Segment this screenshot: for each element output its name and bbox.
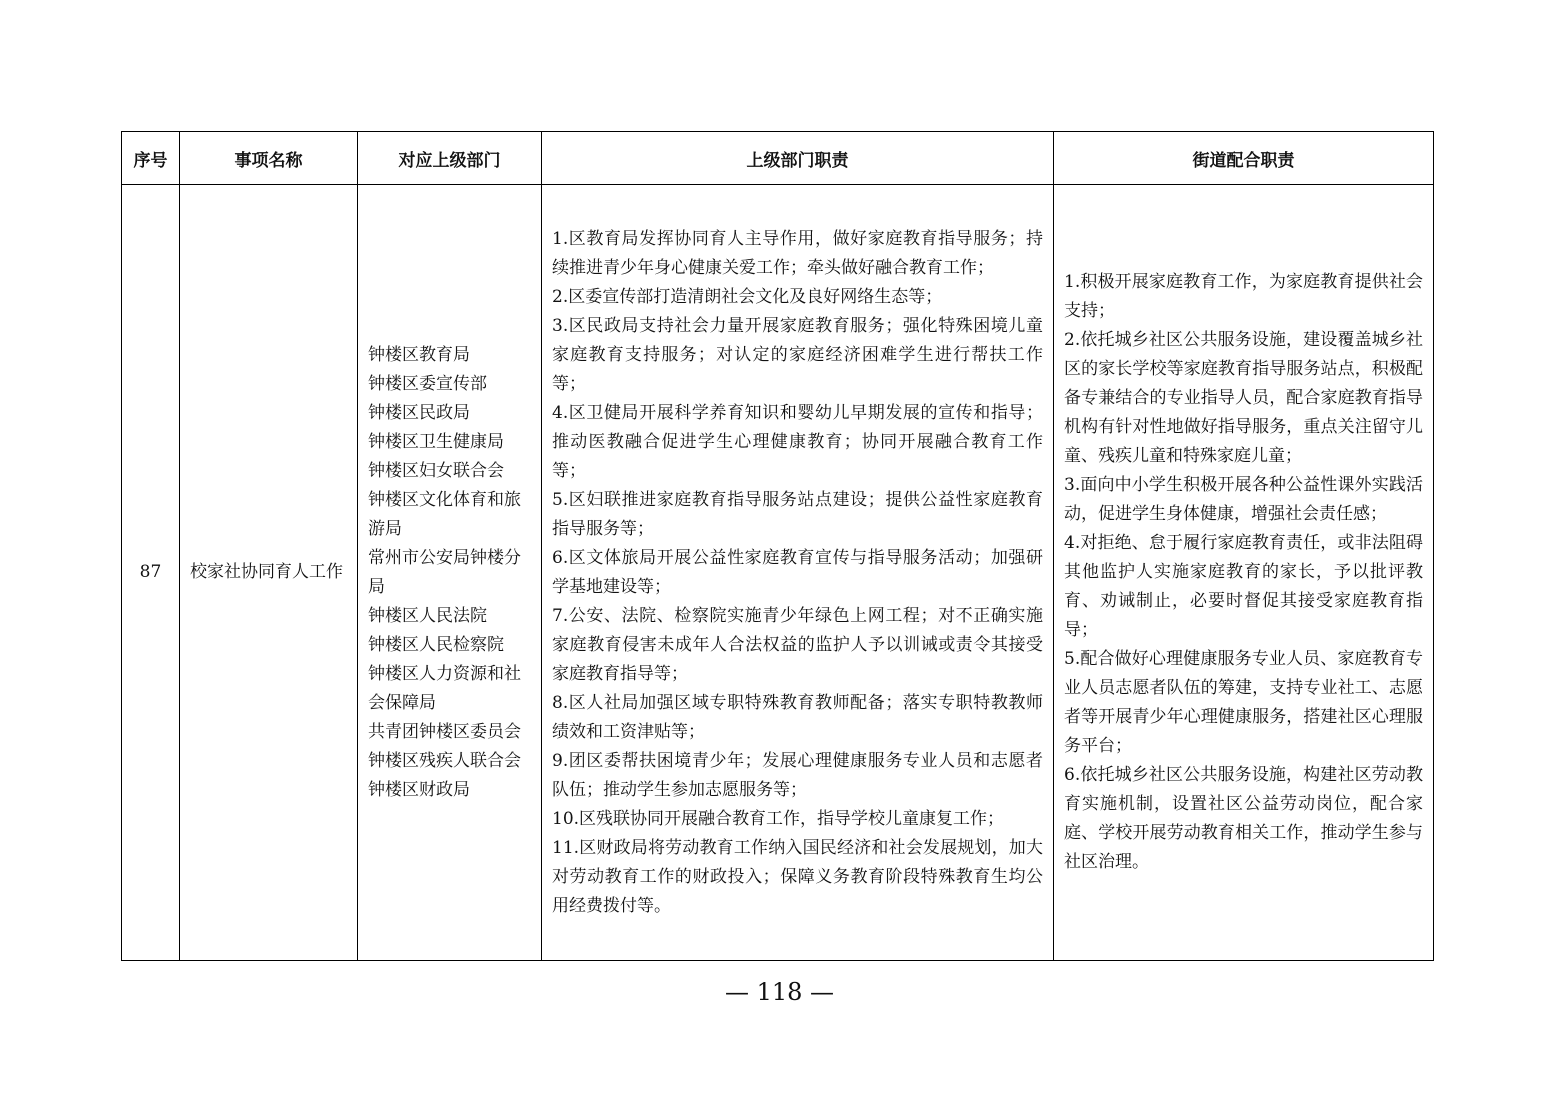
table-header-row <box>122 132 1434 185</box>
cell-departments <box>358 185 542 961</box>
department-item: 钟楼区财政局 <box>368 779 470 800</box>
upper-duty-item: 1.区教育局发挥协同育人主导作用，做好家庭教育指导服务；持续推进青少年身心健康关爱工作；牵头做好融合教育工作； <box>552 228 1043 278</box>
duty-table <box>121 131 1434 961</box>
upper-duty-item: 6.区文体旅局开展公益性家庭教育宣传与指导服务活动；加强研学基地建设等； <box>552 547 1043 597</box>
upper-duty-item: 5.区妇联推进家庭教育指导服务站点建设；提供公益性家庭教育指导服务等； <box>552 489 1043 539</box>
header-street-duties: 街道配合职责 <box>1054 132 1434 185</box>
department-item: 钟楼区教育局 <box>368 344 470 365</box>
header-upper-duties: 上级部门职责 <box>542 132 1054 185</box>
header-upper-department: 对应上级部门 <box>358 132 542 185</box>
department-item: 钟楼区民政局 <box>368 402 470 423</box>
department-item: 钟楼区委宣传部 <box>368 373 487 394</box>
department-item: 钟楼区人民法院 <box>368 605 487 626</box>
upper-duty-item: 8.区人社局加强区域专职特殊教育教师配备；落实专职特教教师绩效和工资津贴等； <box>552 692 1043 742</box>
cell-serial-number: 87 <box>122 185 180 961</box>
street-duty-item: 1.积极开展家庭教育工作，为家庭教育提供社会支持； <box>1064 272 1423 321</box>
upper-duty-item: 2.区委宣传部打造清朗社会文化及良好网络生态等； <box>552 286 943 307</box>
upper-duty-item: 7.公安、法院、检察院实施青少年绿色上网工程；对不正确实施家庭教育侵害未成年人合法权益的监护人予以训诫或责令其接受家庭教育指导等； <box>552 605 1043 684</box>
cell-street-duties <box>1054 185 1434 961</box>
street-duty-item: 6.依托城乡社区公共服务设施，构建社区劳动教育实施机制，设置社区公益劳动岗位，配合家庭、学校开展劳动教育相关工作，推动学生参与社区治理。 <box>1064 765 1423 872</box>
cell-upper-duties <box>542 185 1054 961</box>
department-item: 常州市公安局钟楼分局 <box>368 547 521 597</box>
street-duty-item: 4.对拒绝、怠于履行家庭教育责任，或非法阻碍其他监护人实施家庭教育的家长，予以批评教育、劝诫制止，必要时督促其接受家庭教育指导； <box>1064 533 1423 640</box>
department-item: 钟楼区卫生健康局 <box>368 431 504 452</box>
upper-duty-item: 3.区民政局支持社会力量开展家庭教育服务；强化特殊困境儿童家庭教育支持服务；对认定的家庭经济困难学生进行帮扶工作等； <box>552 315 1043 394</box>
upper-duty-item: 10.区残联协同开展融合教育工作，指导学校儿童康复工作； <box>552 808 1005 829</box>
department-item: 钟楼区人力资源和社会保障局 <box>368 663 521 713</box>
cell-item-name: 校家社协同育人工作 <box>180 185 358 961</box>
street-duty-item: 5.配合做好心理健康服务专业人员、家庭教育专业人员志愿者队伍的筹建，支持专业社工、志愿者等开展青少年心理健康服务，搭建社区心理服务平台； <box>1064 649 1423 756</box>
department-item: 钟楼区人民检察院 <box>368 634 504 655</box>
upper-duty-item: 4.区卫健局开展科学养育知识和婴幼儿早期发展的宣传和指导；推动医教融合促进学生心理健康教育；协同开展融合教育工作等； <box>552 402 1043 481</box>
upper-duty-item: 11.区财政局将劳动教育工作纳入国民经济和社会发展规划，加大对劳动教育工作的财政投入；保障义务教育阶段特殊教育生均公用经费拨付等。 <box>552 837 1043 916</box>
department-item: 钟楼区文化体育和旅游局 <box>368 489 521 539</box>
header-item-name: 事项名称 <box>180 132 358 185</box>
upper-duty-item: 9.团区委帮扶困境青少年；发展心理健康服务专业人员和志愿者队伍；推动学生参加志愿服务等； <box>552 750 1043 800</box>
table-row <box>122 185 1434 961</box>
department-item: 共青团钟楼区委员会 <box>368 721 521 742</box>
header-serial-number: 序号 <box>122 132 180 185</box>
department-item: 钟楼区妇女联合会 <box>368 460 504 481</box>
street-duty-item: 3.面向中小学生积极开展各种公益性课外实践活动，促进学生身体健康，增强社会责任感； <box>1064 475 1423 524</box>
street-duty-item: 2.依托城乡社区公共服务设施，建设覆盖城乡社区的家长学校等家庭教育指导服务站点，积极配备专兼结合的专业指导人员，配合家庭教育指导机构有针对性地做好指导服务，重点关注留守儿童、残疾儿童和特殊家庭儿童； <box>1064 330 1423 466</box>
page-number: — 118 — <box>724 978 835 1006</box>
department-item: 钟楼区残疾人联合会 <box>368 750 521 771</box>
